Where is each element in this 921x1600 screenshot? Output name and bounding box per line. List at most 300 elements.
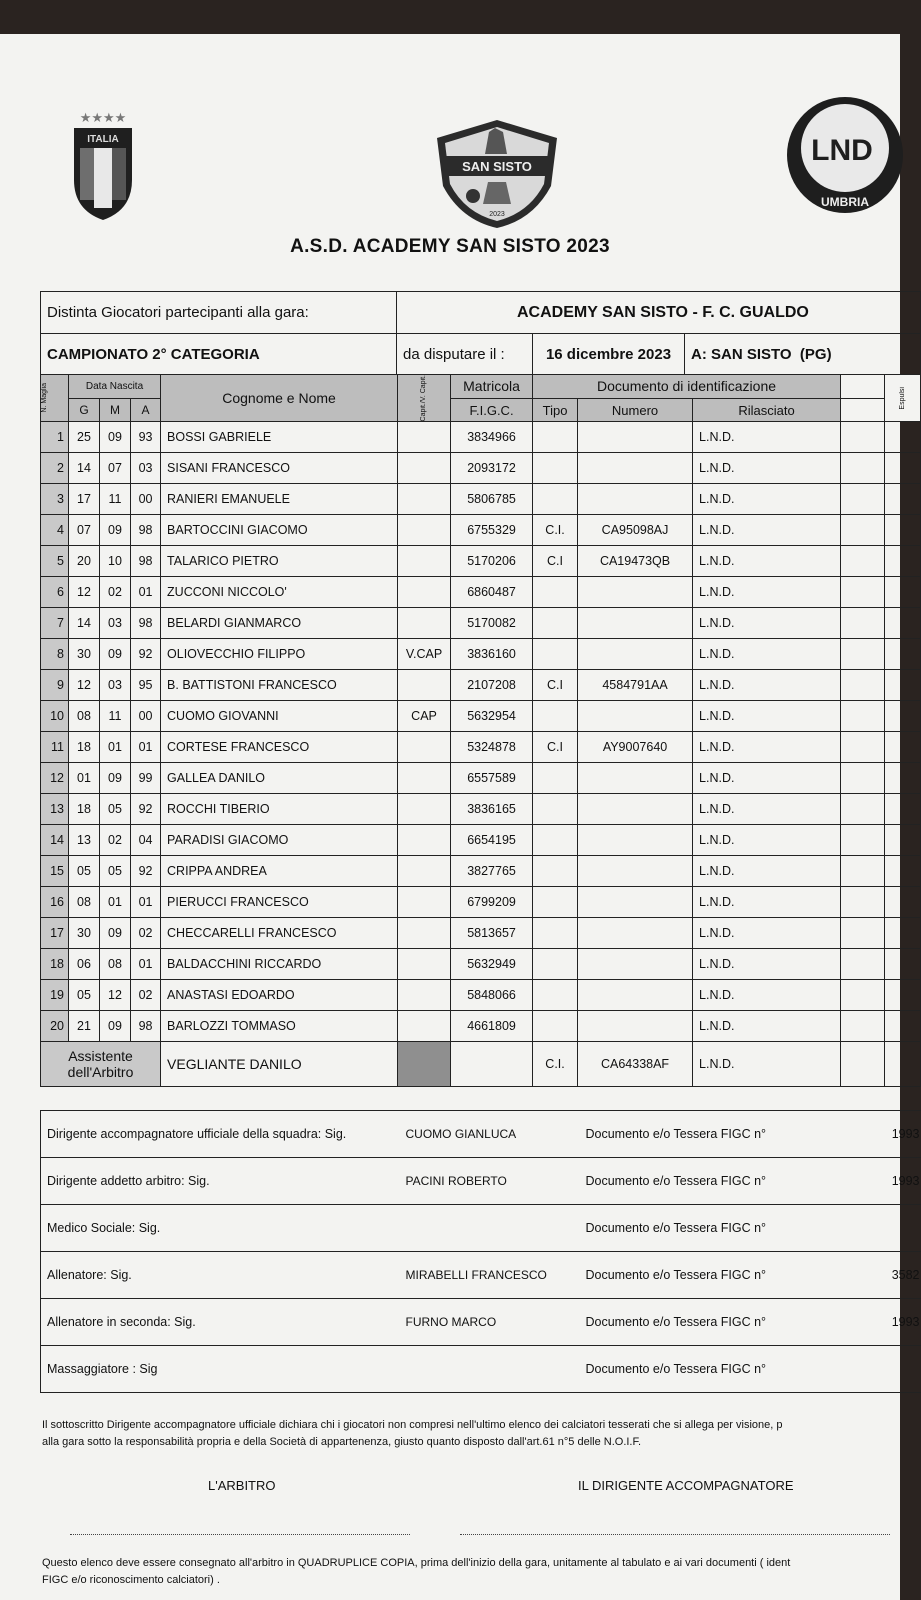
svg-text:★★★★: ★★★★ — [79, 111, 127, 126]
player-row — [41, 856, 921, 887]
doc-tipo — [533, 701, 578, 732]
player-name: CRIPPA ANDREA — [161, 856, 398, 887]
birth-month: 09 — [100, 1011, 131, 1042]
extra-column — [841, 608, 885, 639]
player-name: PIERUCCI FRANCESCO — [161, 887, 398, 918]
espulsi-cell — [885, 577, 921, 608]
declaration-line-1: Il sottoscritto Dirigente accompagnatore ufficiale dichiara chi i giocatori non compresi nell'ultimo elenco dei calciatori tesserati che si allega per visione, p — [42, 1419, 783, 1431]
doc-rilasciato: L.N.D. — [693, 639, 841, 670]
espulsi-header: Espulsi — [885, 375, 921, 422]
player-name: GALLEA DANILO — [161, 763, 398, 794]
birth-year: 01 — [131, 887, 161, 918]
cognome-nome-header: Cognome e Nome — [161, 375, 398, 422]
assistente-espulsi — [885, 1042, 921, 1087]
doc-rilasciato: L.N.D. — [693, 577, 841, 608]
doc-tipo — [533, 763, 578, 794]
club-title: A.S.D. ACADEMY SAN SISTO 2023 — [290, 236, 610, 257]
staff-role: Dirigente accompagnatore ufficiale della squadra: Sig. — [41, 1111, 405, 1158]
g-header: G — [69, 398, 100, 422]
figc-matricola: 6799209 — [451, 887, 533, 918]
doc-rilasciato: L.N.D. — [693, 453, 841, 484]
captain-mark — [398, 422, 451, 453]
player-row — [41, 670, 921, 701]
extra-column — [841, 887, 885, 918]
extra-column — [841, 422, 885, 453]
birth-day: 05 — [69, 856, 100, 887]
espulsi-cell — [885, 980, 921, 1011]
player-row — [41, 887, 921, 918]
player-row — [41, 825, 921, 856]
staff-document-label: Documento e/o Tessera FIGC n° — [585, 1346, 843, 1393]
espulsi-cell — [885, 701, 921, 732]
espulsi-cell — [885, 887, 921, 918]
birth-day: 12 — [69, 577, 100, 608]
birth-year: 00 — [131, 484, 161, 515]
captain-mark — [398, 484, 451, 515]
doc-tipo — [533, 577, 578, 608]
svg-text:2023: 2023 — [489, 211, 505, 218]
jersey-number: 4 — [41, 515, 69, 546]
doc-numero — [578, 701, 693, 732]
player-name: CUOMO GIOVANNI — [161, 701, 398, 732]
figc-matricola: 3836160 — [451, 639, 533, 670]
birth-month: 09 — [100, 422, 131, 453]
jersey-number: 8 — [41, 639, 69, 670]
birth-year: 95 — [131, 670, 161, 701]
birth-day: 14 — [69, 608, 100, 639]
data-nascita-header: Data Nascita — [69, 375, 161, 399]
n-maglia-header: N. Maglia — [41, 375, 69, 422]
jersey-number: 18 — [41, 949, 69, 980]
birth-month: 09 — [100, 918, 131, 949]
doc-tipo — [533, 453, 578, 484]
birth-year: 92 — [131, 639, 161, 670]
birth-month: 11 — [100, 484, 131, 515]
campionato-label: CAMPIONATO 2° CATEGORIA — [41, 334, 397, 375]
captain-mark — [398, 546, 451, 577]
figc-matricola: 5632954 — [451, 701, 533, 732]
figc-matricola: 3836165 — [451, 794, 533, 825]
birth-month: 09 — [100, 515, 131, 546]
captain-mark: V.CAP — [398, 639, 451, 670]
birth-month: 07 — [100, 453, 131, 484]
espulsi-cell — [885, 608, 921, 639]
birth-day: 30 — [69, 639, 100, 670]
birth-year: 02 — [131, 918, 161, 949]
birth-day: 18 — [69, 732, 100, 763]
doc-numero — [578, 763, 693, 794]
doc-tipo — [533, 887, 578, 918]
player-name: ANASTASI EDOARDO — [161, 980, 398, 1011]
staff-name — [405, 1346, 585, 1393]
roster-sheet — [0, 34, 920, 1600]
staff-document-number — [843, 1346, 921, 1393]
player-row — [41, 422, 921, 453]
numero-header: Numero — [578, 398, 693, 422]
doc-rilasciato: L.N.D. — [693, 670, 841, 701]
birth-day: 21 — [69, 1011, 100, 1042]
extra-column — [841, 577, 885, 608]
extra-column — [841, 546, 885, 577]
staff-name: PACINI ROBERTO — [405, 1158, 585, 1205]
birth-month: 01 — [100, 887, 131, 918]
doc-rilasciato: L.N.D. — [693, 422, 841, 453]
m-header: M — [100, 398, 131, 422]
svg-text:ITALIA: ITALIA — [87, 134, 119, 145]
birth-year: 01 — [131, 577, 161, 608]
staff-role: Allenatore: Sig. — [41, 1252, 405, 1299]
player-row — [41, 515, 921, 546]
doc-tipo — [533, 856, 578, 887]
jersey-number: 17 — [41, 918, 69, 949]
birth-day: 08 — [69, 701, 100, 732]
doc-rilasciato: L.N.D. — [693, 918, 841, 949]
assistente-label: Assistente dell'Arbitro — [41, 1042, 161, 1087]
espulsi-cell — [885, 918, 921, 949]
doc-rilasciato: L.N.D. — [693, 701, 841, 732]
player-name: CHECCARELLI FRANCESCO — [161, 918, 398, 949]
figc-matricola: 6557589 — [451, 763, 533, 794]
doc-numero — [578, 453, 693, 484]
birth-day: 08 — [69, 887, 100, 918]
figc-italia-logo — [70, 110, 136, 222]
doc-rilasciato: L.N.D. — [693, 980, 841, 1011]
captain-mark — [398, 763, 451, 794]
doc-rilasciato: L.N.D. — [693, 515, 841, 546]
figc-matricola: 6654195 — [451, 825, 533, 856]
staff-document-number: 1993 — [843, 1158, 921, 1205]
doc-tipo — [533, 918, 578, 949]
doc-numero — [578, 856, 693, 887]
extra-column — [841, 794, 885, 825]
birth-day: 05 — [69, 980, 100, 1011]
captain-mark — [398, 670, 451, 701]
espulsi-cell — [885, 825, 921, 856]
birth-year: 98 — [131, 515, 161, 546]
doc-numero — [578, 825, 693, 856]
figc-matricola: 5813657 — [451, 918, 533, 949]
player-name: BARLOZZI TOMMASO — [161, 1011, 398, 1042]
player-name: SISANI FRANCESCO — [161, 453, 398, 484]
doc-rilasciato: L.N.D. — [693, 608, 841, 639]
doc-numero — [578, 980, 693, 1011]
matricola-header: Matricola — [451, 375, 533, 399]
assistente-name: VEGLIANTE DANILO — [161, 1042, 398, 1087]
extra-column — [841, 453, 885, 484]
birth-year: 04 — [131, 825, 161, 856]
jersey-number: 14 — [41, 825, 69, 856]
staff-table — [40, 1110, 921, 1393]
birth-year: 93 — [131, 422, 161, 453]
assistente-tipo: C.I. — [533, 1042, 578, 1087]
birth-day: 13 — [69, 825, 100, 856]
doc-tipo — [533, 794, 578, 825]
staff-role: Massaggiatore : Sig — [41, 1346, 405, 1393]
player-name: CORTESE FRANCESCO — [161, 732, 398, 763]
doc-numero: AY9007640 — [578, 732, 693, 763]
figc-matricola: 5848066 — [451, 980, 533, 1011]
doc-tipo — [533, 639, 578, 670]
staff-row — [41, 1346, 921, 1393]
player-row — [41, 763, 921, 794]
birth-year: 98 — [131, 1011, 161, 1042]
espulsi-cell — [885, 1011, 921, 1042]
doc-tipo — [533, 1011, 578, 1042]
jersey-number: 19 — [41, 980, 69, 1011]
espulsi-cell — [885, 794, 921, 825]
match-teams: ACADEMY SAN SISTO - F. C. GUALDO — [397, 292, 921, 334]
figc-matricola: 4661809 — [451, 1011, 533, 1042]
doc-rilasciato: L.N.D. — [693, 887, 841, 918]
san-sisto-club-logo — [433, 116, 561, 230]
assistente-rilasciato: L.N.D. — [693, 1042, 841, 1087]
staff-name — [405, 1205, 585, 1252]
birth-month: 09 — [100, 763, 131, 794]
doc-rilasciato: L.N.D. — [693, 949, 841, 980]
espulsi-cell — [885, 515, 921, 546]
staff-role: Dirigente addetto arbitro: Sig. — [41, 1158, 405, 1205]
doc-numero — [578, 577, 693, 608]
staff-document-label: Documento e/o Tessera FIGC n° — [585, 1299, 843, 1346]
staff-document-number: 1993 — [843, 1299, 921, 1346]
birth-year: 98 — [131, 608, 161, 639]
captain-mark — [398, 453, 451, 484]
jersey-number: 12 — [41, 763, 69, 794]
consegna-note-line-2: FIGC e/o riconoscimento calciatori) . — [42, 1574, 220, 1586]
doc-rilasciato: L.N.D. — [693, 763, 841, 794]
empty-header — [841, 375, 885, 399]
da-disputare-label: da disputare il : — [397, 334, 533, 375]
birth-month: 03 — [100, 608, 131, 639]
player-name: ZUCCONI NICCOLO' — [161, 577, 398, 608]
staff-row — [41, 1205, 921, 1252]
jersey-number: 5 — [41, 546, 69, 577]
assistente-numero: CA64338AF — [578, 1042, 693, 1087]
figc-matricola: 2093172 — [451, 453, 533, 484]
player-name: TALARICO PIETRO — [161, 546, 398, 577]
captain-mark — [398, 825, 451, 856]
espulsi-cell — [885, 422, 921, 453]
extra-column — [841, 918, 885, 949]
assistente-matricola — [451, 1042, 533, 1087]
assistente-empty — [841, 1042, 885, 1087]
jersey-number: 9 — [41, 670, 69, 701]
staff-row — [41, 1111, 921, 1158]
doc-numero — [578, 794, 693, 825]
espulsi-cell — [885, 949, 921, 980]
player-row — [41, 1011, 921, 1042]
captain-mark — [398, 887, 451, 918]
staff-document-label: Documento e/o Tessera FIGC n° — [585, 1252, 843, 1299]
doc-numero — [578, 484, 693, 515]
documento-header: Documento di identificazione — [533, 375, 841, 399]
espulsi-cell — [885, 732, 921, 763]
staff-row — [41, 1252, 921, 1299]
extra-column — [841, 732, 885, 763]
figc-matricola: 3834966 — [451, 422, 533, 453]
jersey-number: 3 — [41, 484, 69, 515]
doc-tipo — [533, 949, 578, 980]
doc-tipo — [533, 484, 578, 515]
jersey-number: 15 — [41, 856, 69, 887]
birth-day: 14 — [69, 453, 100, 484]
tipo-header: Tipo — [533, 398, 578, 422]
empty-header-2 — [841, 398, 885, 422]
birth-year: 92 — [131, 794, 161, 825]
doc-tipo: C.I — [533, 670, 578, 701]
birth-month: 10 — [100, 546, 131, 577]
player-name: BARTOCCINI GIACOMO — [161, 515, 398, 546]
birth-day: 06 — [69, 949, 100, 980]
staff-role: Medico Sociale: Sig. — [41, 1205, 405, 1252]
figc-matricola: 6860487 — [451, 577, 533, 608]
extra-column — [841, 670, 885, 701]
doc-rilasciato: L.N.D. — [693, 1011, 841, 1042]
figc-matricola: 5806785 — [451, 484, 533, 515]
espulsi-cell — [885, 484, 921, 515]
figc-header: F.I.G.C. — [451, 398, 533, 422]
doc-numero — [578, 918, 693, 949]
extra-column — [841, 639, 885, 670]
espulsi-cell — [885, 639, 921, 670]
birth-day: 07 — [69, 515, 100, 546]
arbitro-signature-line[interactable] — [70, 1534, 410, 1535]
player-row — [41, 980, 921, 1011]
match-info-table — [40, 291, 921, 375]
espulsi-cell — [885, 453, 921, 484]
birth-month: 11 — [100, 701, 131, 732]
distinta-label: Distinta Giocatori partecipanti alla gara: — [41, 292, 397, 334]
player-row — [41, 577, 921, 608]
figc-matricola: 6755329 — [451, 515, 533, 546]
birth-month: 09 — [100, 639, 131, 670]
rilasciato-header: Rilasciato — [693, 398, 841, 422]
staff-row — [41, 1299, 921, 1346]
doc-tipo — [533, 825, 578, 856]
espulsi-cell — [885, 763, 921, 794]
player-name: BELARDI GIANMARCO — [161, 608, 398, 639]
birth-day: 25 — [69, 422, 100, 453]
captain-mark — [398, 515, 451, 546]
player-name: BALDACCHINI RICCARDO — [161, 949, 398, 980]
extra-column — [841, 1011, 885, 1042]
extra-column — [841, 484, 885, 515]
extra-column — [841, 825, 885, 856]
player-row — [41, 639, 921, 670]
birth-month: 02 — [100, 825, 131, 856]
staff-name: FURNO MARCO — [405, 1299, 585, 1346]
dirigente-signature-line[interactable] — [460, 1534, 890, 1535]
jersey-number: 2 — [41, 453, 69, 484]
player-row — [41, 453, 921, 484]
players-table — [40, 374, 921, 1087]
doc-numero — [578, 949, 693, 980]
figc-matricola: 3827765 — [451, 856, 533, 887]
captain-mark — [398, 980, 451, 1011]
doc-tipo — [533, 608, 578, 639]
assistente-cap-cell — [398, 1042, 451, 1087]
player-row — [41, 732, 921, 763]
birth-year: 02 — [131, 980, 161, 1011]
jersey-number: 7 — [41, 608, 69, 639]
jersey-number: 11 — [41, 732, 69, 763]
staff-document-label: Documento e/o Tessera FIGC n° — [585, 1158, 843, 1205]
doc-rilasciato: L.N.D. — [693, 484, 841, 515]
captain-mark — [398, 918, 451, 949]
birth-year: 99 — [131, 763, 161, 794]
birth-month: 02 — [100, 577, 131, 608]
birth-year: 03 — [131, 453, 161, 484]
captain-mark — [398, 577, 451, 608]
doc-numero — [578, 1011, 693, 1042]
espulsi-cell — [885, 856, 921, 887]
arbitro-signature-label: L'ARBITRO — [208, 1478, 276, 1493]
captain-mark — [398, 1011, 451, 1042]
birth-day: 17 — [69, 484, 100, 515]
doc-rilasciato: L.N.D. — [693, 732, 841, 763]
jersey-number: 6 — [41, 577, 69, 608]
staff-document-label: Documento e/o Tessera FIGC n° — [585, 1205, 843, 1252]
captain-mark — [398, 732, 451, 763]
captain-mark — [398, 608, 451, 639]
staff-document-number: 3582 — [843, 1252, 921, 1299]
svg-text:UMBRIA: UMBRIA — [821, 195, 869, 209]
doc-numero — [578, 608, 693, 639]
figc-matricola: 5170082 — [451, 608, 533, 639]
captain-mark — [398, 949, 451, 980]
player-row — [41, 794, 921, 825]
a-header: A — [131, 398, 161, 422]
staff-name: CUOMO GIANLUCA — [405, 1111, 585, 1158]
espulsi-cell — [885, 546, 921, 577]
figc-matricola: 2107208 — [451, 670, 533, 701]
doc-numero — [578, 422, 693, 453]
extra-column — [841, 856, 885, 887]
birth-month: 03 — [100, 670, 131, 701]
birth-year: 01 — [131, 949, 161, 980]
staff-name: MIRABELLI FRANCESCO — [405, 1252, 585, 1299]
doc-tipo: C.I — [533, 546, 578, 577]
jersey-number: 1 — [41, 422, 69, 453]
doc-tipo — [533, 422, 578, 453]
declaration-line-2: alla gara sotto la responsabilità propria e della Società di appartenenza, giusto quanto disposto dall'art.61 n°5 delle N.O.I.F. — [42, 1436, 642, 1448]
dirigente-signature-label: IL DIRIGENTE ACCOMPAGNATORE — [578, 1478, 794, 1493]
staff-document-number — [843, 1205, 921, 1252]
doc-rilasciato: L.N.D. — [693, 856, 841, 887]
birth-day: 12 — [69, 670, 100, 701]
figc-matricola: 5324878 — [451, 732, 533, 763]
staff-role: Allenatore in seconda: Sig. — [41, 1299, 405, 1346]
staff-row — [41, 1158, 921, 1205]
player-name: OLIOVECCHIO FILIPPO — [161, 639, 398, 670]
doc-rilasciato: L.N.D. — [693, 794, 841, 825]
figc-matricola: 5632949 — [451, 949, 533, 980]
doc-numero: CA19473QB — [578, 546, 693, 577]
figc-matricola: 5170206 — [451, 546, 533, 577]
birth-year: 98 — [131, 546, 161, 577]
player-row — [41, 546, 921, 577]
birth-month: 05 — [100, 794, 131, 825]
extra-column — [841, 515, 885, 546]
player-name: ROCCHI TIBERIO — [161, 794, 398, 825]
captain-mark — [398, 856, 451, 887]
doc-tipo — [533, 980, 578, 1011]
doc-tipo: C.I. — [533, 515, 578, 546]
birth-day: 20 — [69, 546, 100, 577]
consegna-note-line-1: Questo elenco deve essere consegnato all'arbitro in QUADRUPLICE COPIA, prima dell'inizio della gara, unitamente al tabulato e ai vari documenti ( ident — [42, 1557, 791, 1569]
doc-tipo: C.I — [533, 732, 578, 763]
birth-month: 05 — [100, 856, 131, 887]
